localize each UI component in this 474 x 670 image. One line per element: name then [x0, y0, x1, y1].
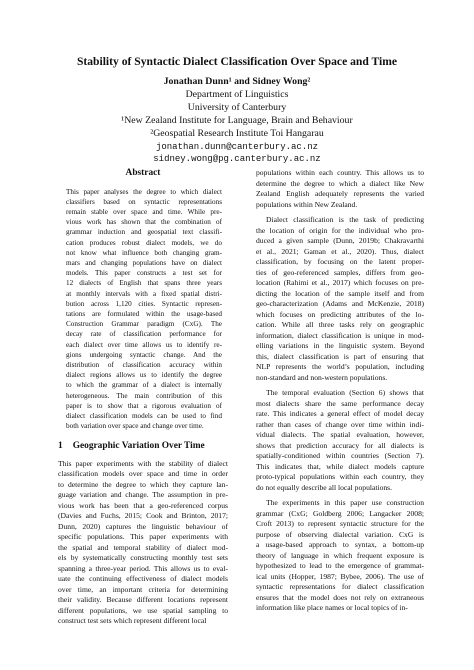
text-line: most dialects share the same performance decay [256, 398, 424, 408]
text-line: vidual dialects. The spatial evaluation, however, [256, 430, 424, 439]
author-email[interactable]: sidney.wong@pg.canterbury.ac.nz [153, 154, 321, 165]
text-line: each dialect over time allows us to identify re- [66, 340, 222, 349]
paragraph [256, 168, 424, 210]
text-line: This indicates that, while dialect models capture [256, 461, 424, 471]
text-line: 12 dialects of English that spans three years [66, 279, 222, 288]
text-line: grammar induction and geospatial text classifi- [66, 228, 222, 237]
text-line: mars and changing populations have on dialect [66, 258, 222, 267]
text-line: distribution of classification accuracy within [66, 360, 222, 369]
text-line: paper is to show that a rigorous evaluation of [66, 401, 222, 410]
text-line: their validity. Because different locations represent [58, 595, 228, 605]
paragraph [256, 215, 424, 383]
text-line: heterogeneous. The main contribution of this [66, 391, 222, 400]
text-line: vious work has been that a geo-referenced corpus [58, 500, 228, 510]
text-line: shows that prediction accuracy for all dialects is [256, 440, 424, 450]
text-line: both variation over space and change over time. [66, 422, 204, 431]
text-line: vious work has shown that the combination of [66, 218, 222, 227]
text-line: construct test sets which represent different local [58, 616, 207, 626]
text-line: models. This paper constructs a test set for [66, 269, 222, 278]
text-line: proto-typical populations within each country, they [256, 472, 424, 481]
text-line: classification, by focusing on the latent proper- [256, 257, 424, 266]
text-line: information like place names or local topics of in- [256, 603, 408, 612]
text-line: decay rate of classification performance for [66, 330, 222, 339]
paragraph [256, 498, 424, 614]
text-line: bution across 1,120 cities. Syntactic represen- [66, 299, 222, 308]
text-line: duced a given sample (Dunn, 2019b; Chakravarthi [256, 236, 424, 245]
text-line: elling variations in the linguistic system. Beyond [256, 341, 424, 350]
text-line: Construction Grammar paradigm (CxG). The [66, 320, 222, 329]
section-title: Geographic Variation Over Time [72, 441, 205, 452]
text-line: guage variation and change. The assumption in pre- [58, 490, 228, 500]
text-line: grammar (CxG; Goldberg 2006; Langacker 2008; [256, 508, 424, 518]
text-line: ties of geo-referenced samples, differs from geo- [256, 267, 424, 277]
right-column [256, 168, 424, 614]
text-line: populations within New Zealand. [256, 199, 358, 209]
text-line: different populations, we use spatial sampling to [58, 605, 228, 615]
author-names: Jonathan Dunn¹ and Sidney Wong² [163, 76, 311, 87]
text-line: et al., 2021; Gaman et al., 2020). Thus, dialect [256, 246, 424, 256]
text-line: The temporal evaluation (Section 6) shows that [266, 388, 424, 397]
paragraph [256, 388, 424, 493]
text-line: ensures that the model does not rely on extraneous [256, 592, 424, 602]
abstract-body [58, 187, 228, 432]
text-line: remain stable over space and time. While pre- [66, 207, 222, 216]
text-line: not know what influence both changing gram- [66, 248, 222, 257]
text-line: tations are formulated within the usage-based [66, 309, 222, 318]
text-line: at monthly intervals with a fixed spatial distri- [66, 289, 222, 298]
text-line: purpose of observing dialectal variation. CxG is [256, 529, 424, 539]
text-line: els by systematically constructing monthly test sets [58, 553, 228, 563]
text-line: This paper experiments with the stability of dialect [58, 458, 228, 468]
text-line: Dunn, 2020) captures the linguistic behaviour of [58, 521, 228, 531]
text-line: spanning a three-year period. This allows us to eval- [58, 563, 228, 573]
text-line: classifiers based on syntactic representations [66, 197, 222, 206]
text-line: populations within each country. This allows us to [256, 168, 424, 177]
text-line: over time, an important criteria for determining [58, 584, 228, 594]
text-line: gions undergoing syntactic change. And the [66, 350, 222, 359]
text-line: a usage-based approach to syntax, a bottom-up [256, 540, 424, 549]
text-line: syntactic representations for dialect classification [256, 582, 424, 591]
affiliation: University of Canterbury [187, 101, 287, 113]
text-line: rate. This indicates a general effect of model decay [256, 409, 424, 418]
affiliation: Department of Linguistics [185, 88, 289, 100]
abstract-heading: Abstract [125, 168, 161, 178]
text-line: classification models over space and time in order [58, 469, 228, 479]
text-line: Dialect classification is the task of predicting [266, 215, 424, 224]
text-line: theory of language in which frequent exposure is [256, 550, 424, 560]
text-line: this, dialect classification is part of ensuring that [256, 351, 424, 361]
text-line: location (Rahimi et al., 2017) which focuses on pre- [256, 278, 424, 287]
text-line: determine the degree to which a dialect like New [256, 178, 424, 188]
text-line: non-standard and non-western populations. [256, 372, 388, 382]
text-line: specific populations. This paper experiments with [58, 532, 228, 542]
text-line: to which the grammar of a dialect is internally [66, 381, 222, 390]
text-line: spatially-conditioned within countries (Section 7). [256, 451, 424, 460]
text-line: to determine the degree to which they capture lan- [58, 479, 228, 489]
text-line: uate the continuing effectiveness of dialect models [58, 574, 228, 584]
text-line: hypothesized to lead to the emergence of grammat- [256, 561, 424, 570]
section-heading [58, 441, 228, 452]
affiliation: ²Geospatial Research Institute Toi Hangarau [150, 127, 324, 139]
text-line: rather than cases of change over time within indi- [256, 419, 424, 429]
section-number: 1 [58, 441, 63, 452]
text-line: information, dialect classification is unique in mod- [256, 330, 424, 340]
text-line: Zealand English adequately represents the varied [256, 189, 424, 198]
text-line: dicting the location of the sample itself and from [256, 288, 424, 298]
text-line: do not equally describe all local populations. [256, 482, 393, 492]
text-line: cation. While all three tasks rely on geographic [256, 320, 424, 329]
text-line: This paper analyses the degree to which dialect [66, 187, 222, 196]
text-line: The experiments in this paper use construction [266, 498, 424, 507]
author-email[interactable]: jonathan.dunn@canterbury.ac.nz [155, 141, 319, 152]
affiliation: ¹New Zealand Institute for Language, Brain and Behaviour [121, 114, 353, 126]
text-line: dialect classification models can be used to find [66, 411, 222, 420]
section-body [58, 459, 228, 627]
text-line: cation produces robust dialect models, we do [66, 238, 222, 247]
text-line: the spatial and temporal stability of dialect mod- [58, 542, 228, 552]
text-line: (Davies and Fuchs, 2015; Cook and Brinton, 2017; [58, 511, 228, 521]
left-column [58, 168, 228, 627]
text-line: ical units (Hopper, 1987; Bybee, 2006). The use of [256, 571, 424, 581]
author-block [0, 76, 474, 166]
text-line: dialect regions allows us to identify the degree [66, 371, 222, 380]
paper-title: Stability of Syntactic Dialect Classification Over Space and Time [76, 55, 398, 68]
text-line: Croft 2013) to represent syntactic structure for the [256, 519, 424, 528]
text-line: the location of origin for the individual who pro- [256, 225, 424, 235]
text-line: NLP represents the world’s population, including [256, 362, 424, 371]
text-line: which focuses on predicting attributes of the lo- [256, 309, 424, 319]
text-line: geo-characterization (Adams and McKenzie, 2018) [256, 299, 424, 308]
